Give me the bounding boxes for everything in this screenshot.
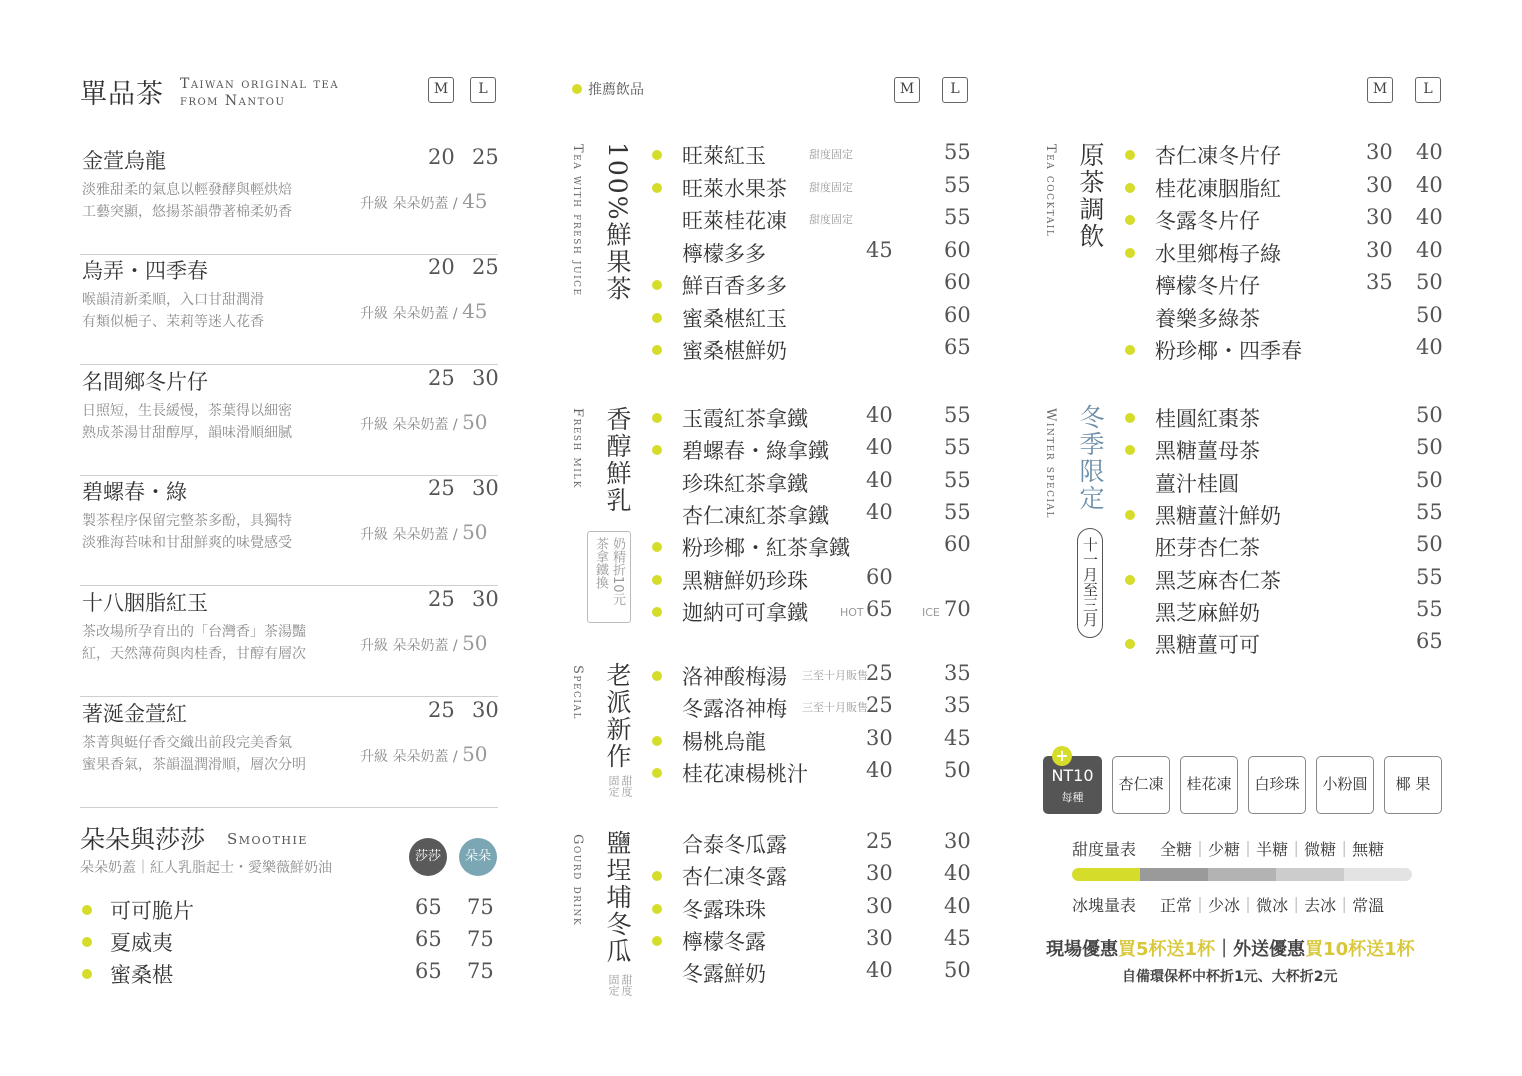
section-title-milk: 香醇鮮乳 [603, 406, 632, 514]
price-l: 60 [944, 302, 971, 327]
price-l: 50 [944, 958, 971, 983]
price-m: 40 [866, 499, 893, 524]
sweetness-level[interactable]: 無糖 [1352, 840, 1385, 859]
section-title-gourd: 鹽埕埔冬瓜 [603, 830, 632, 965]
recommend-dot [652, 671, 662, 681]
recommend-dot [652, 575, 662, 585]
menu-item[interactable] [652, 829, 972, 861]
menu-item[interactable] [80, 927, 498, 959]
badge-duoduo: 朵朵 [459, 838, 497, 876]
price-m: 30 [866, 725, 893, 750]
price-l: 50 [1416, 403, 1443, 427]
price-l: 60 [944, 532, 971, 557]
ice-level[interactable]: 常溫 [1352, 896, 1385, 915]
price-l: 65 [944, 335, 971, 359]
menu-item[interactable] [652, 958, 972, 990]
price-l: 45 [944, 925, 971, 950]
price-l: 50 [944, 757, 971, 782]
menu-item[interactable] [652, 926, 972, 958]
smoothie-subtitle: Smoothie [227, 830, 308, 848]
item-name: 粉珍椰・四季春 [1155, 339, 1302, 363]
price-m: 65 [866, 596, 893, 621]
price-m: 25 [428, 476, 455, 500]
price-m: 25 [866, 829, 893, 853]
upgrade-price: 升級 朵朵奶蓋 / 45 [360, 189, 488, 213]
price-l: 40 [944, 861, 971, 886]
price-m: 30 [866, 893, 893, 918]
menu-item[interactable] [1125, 173, 1445, 205]
menu-item[interactable] [652, 173, 972, 205]
promo-line [1046, 935, 1415, 961]
price-m: 30 [1366, 237, 1393, 262]
recommend-dot [1125, 445, 1135, 455]
menu-item[interactable] [1125, 403, 1445, 435]
tea-item[interactable] [80, 366, 498, 476]
recommend-dot [1125, 575, 1135, 585]
topping-price-badge [1043, 756, 1102, 814]
winter-period-tag [1077, 528, 1103, 638]
recommend-dot [652, 280, 662, 290]
menu-item[interactable] [652, 597, 972, 629]
menu-item[interactable] [652, 565, 972, 597]
price-l: 30 [472, 476, 499, 500]
price-l: 75 [467, 927, 494, 951]
item-name: 黑糖鮮奶珍珠 [682, 568, 808, 593]
price-l: 55 [944, 403, 971, 427]
tea-description: 茶菁與蜓仔香交織出前段完美香氣 蜜果香氣，茶韻溫潤滑順，層次分明 [82, 735, 306, 773]
menu-item[interactable] [652, 238, 972, 270]
topping-osmanthus-jelly[interactable]: 桂花凍 [1180, 756, 1238, 814]
recommend-dot [1125, 215, 1135, 225]
price-m: 65 [415, 895, 442, 919]
recommend-dot [1125, 248, 1135, 258]
promo-onsite-label: 現場優惠 [1046, 939, 1118, 960]
menu-item[interactable] [80, 959, 498, 991]
price-l: 25 [472, 145, 499, 169]
item-name: 夏威夷 [110, 931, 173, 955]
tea-name: 碧螺春・綠 [82, 480, 187, 504]
ice-level[interactable]: 去冰 [1304, 896, 1337, 915]
tea-description: 製茶程序保留完整茶多酚，具獨特 淡雅海苔味和甘甜鮮爽的味覺感受 [82, 513, 292, 551]
tea-item[interactable] [80, 698, 498, 808]
subtitle-line-2: from Nantou [180, 93, 286, 109]
sweetness-level[interactable]: 全糖 [1160, 840, 1193, 859]
price-m: 30 [1366, 172, 1393, 197]
price-m: 25 [428, 366, 455, 390]
price-l: 35 [944, 661, 971, 685]
scale-segment [1072, 868, 1140, 881]
sweetness-level[interactable]: 少糖 [1208, 840, 1241, 859]
milk-discount-tag [587, 531, 631, 623]
price-l: 40 [1416, 335, 1443, 359]
price-m: 25 [866, 693, 893, 718]
hot-label: HOT [840, 605, 864, 619]
menu-item[interactable] [652, 861, 972, 893]
scale-segment [1276, 868, 1344, 881]
level-scale-bar [1072, 868, 1412, 881]
item-name: 桂花凍胭脂紅 [1155, 176, 1281, 201]
recommend-dot [652, 871, 662, 881]
size-m-badge: M [428, 77, 454, 103]
item-name: 玉霞紅茶拿鐵 [682, 407, 808, 431]
price-l: 55 [944, 499, 971, 524]
item-name: 碧螺春・綠拿鐵 [682, 439, 829, 464]
recommend-dot [652, 313, 662, 323]
price-l: 55 [944, 172, 971, 197]
price-l: 30 [472, 366, 499, 390]
menu-item[interactable] [1125, 565, 1445, 597]
menu-item[interactable] [652, 758, 972, 790]
ice-level[interactable]: 少冰 [1208, 896, 1241, 915]
price-l: 40 [1416, 172, 1443, 197]
item-name: 楊桃烏龍 [682, 729, 766, 754]
price-l: 55 [1416, 499, 1443, 524]
price-l: 50 [1416, 467, 1443, 492]
section-title-special: 老派新作 [603, 662, 632, 770]
section-en-cocktail: Tea cocktail [1043, 144, 1058, 238]
sweetness-level[interactable]: 半糖 [1256, 840, 1289, 859]
price-l: 65 [1416, 629, 1443, 654]
recommend-dot [652, 768, 662, 778]
item-name: 檸檬多多 [682, 241, 766, 266]
menu-item[interactable] [652, 468, 972, 500]
smoothie-title: 朵朵與莎莎 [80, 825, 206, 854]
recommend-dot-legend [572, 84, 582, 94]
promo-delivery-offer: 買10杯送1杯 [1305, 939, 1415, 960]
menu-item[interactable] [1125, 435, 1445, 467]
topping-almond-jelly[interactable]: 杏仁凍 [1112, 756, 1170, 814]
item-name: 冬露珠珠 [682, 897, 766, 922]
item-name: 珍珠紅茶拿鐵 [682, 471, 808, 496]
price-l: 40 [1416, 205, 1443, 229]
item-name: 洛神酸梅湯 [682, 665, 787, 689]
section-en-milk: Fresh milk [570, 408, 585, 489]
section-en-winter: Winter special [1043, 408, 1058, 519]
price-m: 40 [866, 435, 893, 460]
milk-tag-line-2: 茶拿鐵換 [593, 537, 608, 589]
item-name: 胚芽杏仁茶 [1155, 536, 1260, 561]
ice-level[interactable]: 正常 [1160, 896, 1193, 915]
recommend-dot [652, 904, 662, 914]
section-en-juice: Tea with fresh juice [570, 144, 585, 297]
recommend-dot [652, 936, 662, 946]
menu-item[interactable] [652, 205, 972, 237]
item-name: 蜜桑椹鮮奶 [682, 339, 787, 363]
item-name: 可可脆片 [110, 899, 194, 923]
price-l: 55 [944, 140, 971, 164]
tea-item[interactable] [80, 255, 498, 365]
menu-item[interactable] [1125, 468, 1445, 500]
menu-item[interactable] [1125, 238, 1445, 270]
recommend-dot [82, 937, 92, 947]
item-note: 甜度固定 [809, 148, 853, 161]
topping-white-pearl[interactable]: 白珍珠 [1248, 756, 1306, 814]
recommend-dot [652, 445, 662, 455]
section-title-single-origin-tea: 單品茶 [80, 79, 164, 110]
price-m: 65 [415, 927, 442, 951]
recommend-dot [1125, 150, 1135, 160]
price-m: 20 [428, 145, 455, 169]
sweetness-fixed-note: 甜度固定 [607, 974, 633, 996]
ice-label: ICE [922, 605, 940, 619]
item-name: 冬露洛神梅 [682, 697, 787, 722]
item-note: 三至十月販售 [802, 669, 868, 682]
recommend-dot [82, 969, 92, 979]
scale-segment [1140, 868, 1208, 881]
price-m: 40 [866, 958, 893, 983]
subtitle-line-1: Taiwan original tea [180, 76, 340, 92]
item-name: 檸檬冬片仔 [1155, 274, 1260, 298]
tea-name: 十八胭脂紅玉 [82, 591, 208, 615]
price-m: 40 [866, 467, 893, 492]
item-name: 蜜桑椹紅玉 [682, 306, 787, 331]
item-name: 冬露鮮奶 [682, 962, 766, 987]
upgrade-price: 升級 朵朵奶蓋 / 50 [360, 631, 488, 655]
price-l: 30 [944, 829, 971, 853]
price-l: 45 [944, 725, 971, 750]
price-m: 30 [866, 925, 893, 950]
item-name: 養樂多綠茶 [1155, 306, 1260, 331]
item-name: 粉珍椰・紅茶拿鐵 [682, 536, 850, 561]
item-name: 杏仁凍紅茶拿鐵 [682, 503, 829, 528]
menu-item[interactable] [1125, 303, 1445, 335]
item-name: 鮮百香多多 [682, 274, 787, 298]
price-l: 70 [944, 596, 971, 621]
menu-item[interactable] [652, 435, 972, 467]
tea-item[interactable] [80, 587, 498, 697]
upgrade-price: 升級 朵朵奶蓋 / 50 [360, 410, 488, 434]
size-l-badge: L [470, 77, 496, 103]
price-m: 35 [1366, 270, 1393, 294]
topping-price: NT10 [1051, 766, 1094, 785]
item-name: 蜜桑椹 [110, 963, 173, 987]
price-m: 65 [415, 959, 442, 983]
item-name: 旺萊桂花凍 [682, 209, 787, 233]
price-m: 25 [866, 661, 893, 685]
price-l: 55 [944, 205, 971, 229]
recommend-dot [652, 413, 662, 423]
price-m: 60 [866, 564, 893, 589]
item-note: 甜度固定 [809, 180, 853, 194]
eco-cup-note: 自備環保杯中杯折1元、大杯折2元 [1122, 969, 1338, 985]
price-m: 25 [428, 587, 455, 611]
item-name: 迦納可可拿鐵 [682, 600, 808, 625]
size-m-badge: M [894, 77, 920, 103]
menu-item[interactable] [652, 661, 972, 693]
topping-per: 每種 [1061, 791, 1084, 804]
item-name: 黑糖薑可可 [1155, 633, 1260, 658]
item-note: 三至十月販售 [802, 701, 868, 715]
item-name: 檸檬冬露 [682, 929, 766, 954]
price-m: 45 [866, 237, 893, 262]
size-l-badge: L [942, 77, 968, 103]
tea-name: 金萱烏龍 [82, 149, 166, 173]
topping-coconut-jelly[interactable]: 椰 果 [1384, 756, 1442, 814]
price-m: 40 [866, 757, 893, 782]
price-m: 30 [1366, 205, 1393, 229]
menu-item[interactable] [652, 693, 972, 725]
recommend-dot [652, 150, 662, 160]
price-l: 60 [944, 270, 971, 294]
price-l: 30 [472, 698, 499, 722]
menu-item[interactable] [652, 335, 972, 367]
ice-levels: 正常｜少冰｜微冰｜去冰｜常溫 [1160, 896, 1385, 915]
sweetness-fixed-note: 甜度固定 [607, 775, 633, 797]
menu-item[interactable] [652, 726, 972, 758]
menu-item[interactable] [652, 140, 972, 172]
menu-item[interactable] [652, 500, 972, 532]
item-name: 黑糖薑汁鮮奶 [1155, 503, 1281, 528]
sweetness-levels: 全糖｜少糖｜半糖｜微糖｜無糖 [1160, 840, 1385, 859]
menu-item[interactable] [1125, 500, 1445, 532]
item-name: 旺萊紅玉 [682, 144, 766, 168]
menu-item[interactable] [652, 532, 972, 564]
price-m: 30 [866, 861, 893, 886]
price-l: 40 [1416, 237, 1443, 262]
tea-description: 茶改場所孕育出的「台灣香」茶湯豔 紅，天然薄荷與肉桂香，甘醇有層次 [82, 624, 306, 662]
recommend-dot [652, 736, 662, 746]
price-l: 40 [1416, 140, 1443, 164]
promo-delivery-label: 外送優惠 [1233, 939, 1306, 960]
ice-scale-label: 冰塊量表 [1072, 896, 1137, 915]
upgrade-price: 升級 朵朵奶蓋 / 45 [360, 299, 488, 323]
recommend-dot [82, 905, 92, 915]
badge-sasa: 莎莎 [409, 838, 447, 876]
milk-tag-line-1: 奶精折10元 [610, 537, 625, 606]
menu-item[interactable] [1125, 629, 1445, 661]
sweetness-level[interactable]: 微糖 [1304, 840, 1337, 859]
recommend-dot [652, 345, 662, 355]
menu-item[interactable] [652, 894, 972, 926]
menu-item[interactable] [652, 303, 972, 335]
promo-onsite-offer: 買5杯送1杯 [1118, 939, 1216, 960]
price-l: 50 [1416, 302, 1443, 327]
recommend-dot [1125, 639, 1135, 649]
tea-description: 淡雅甜柔的氣息以輕發酵與輕烘焙 工藝突顯，悠揚茶韻帶著棉柔奶香 [82, 182, 292, 220]
recommend-legend-label: 推薦飲品 [588, 82, 644, 98]
recommend-dot [1125, 510, 1135, 520]
menu-item[interactable] [80, 895, 498, 927]
tea-item[interactable] [80, 476, 498, 586]
upgrade-price: 升級 朵朵奶蓋 / 50 [360, 742, 488, 766]
item-note: 甜度固定 [809, 213, 853, 226]
section-title-juice: 100%鮮果茶 [603, 142, 632, 303]
item-name: 薑汁桂圓 [1155, 471, 1239, 496]
scale-segment [1208, 868, 1276, 881]
price-l: 75 [467, 959, 494, 983]
item-name: 黑芝麻鮮奶 [1155, 600, 1260, 625]
price-l: 75 [467, 895, 494, 919]
price-l: 55 [944, 467, 971, 492]
section-title-winter: 冬季限定 [1076, 404, 1105, 512]
price-l: 35 [944, 693, 971, 718]
item-name: 冬露冬片仔 [1155, 209, 1260, 233]
item-name: 合泰冬瓜露 [682, 833, 787, 857]
menu-item[interactable] [1125, 335, 1445, 367]
tea-item[interactable] [80, 145, 498, 255]
tea-description: 喉韻清新柔順，入口甘甜潤滑 有類似梔子、茉莉等迷人花香 [82, 292, 264, 330]
menu-item[interactable] [652, 270, 972, 302]
promo-separator: ｜ [1215, 939, 1234, 960]
menu-item[interactable] [1125, 205, 1445, 237]
price-l: 55 [1416, 596, 1443, 621]
section-title-cocktail: 原茶調飲 [1076, 142, 1105, 250]
size-m-badge: M [1367, 77, 1393, 103]
recommend-dot [1125, 345, 1135, 355]
tea-name: 名間鄉冬片仔 [82, 370, 208, 394]
price-l: 50 [1416, 532, 1443, 557]
smoothie-description: 朵朵奶蓋｜紅人乳脂起士・愛樂薇鮮奶油 [80, 860, 332, 876]
price-l: 55 [944, 435, 971, 460]
topping-small-tapioca[interactable]: 小粉圓 [1316, 756, 1374, 814]
tea-description: 日照短，生長緩慢，茶葉得以細密 熟成茶湯甘甜醇厚，韻味滑順細膩 [82, 403, 292, 441]
plus-icon: + [1052, 746, 1072, 766]
menu-item[interactable] [1125, 597, 1445, 629]
ice-level[interactable]: 微冰 [1256, 896, 1289, 915]
price-l: 25 [472, 255, 499, 279]
item-name: 黑芝麻杏仁茶 [1155, 568, 1281, 593]
recommend-dot [652, 607, 662, 617]
price-l: 50 [1416, 435, 1443, 460]
scale-segment [1344, 868, 1412, 881]
recommend-dot [1125, 413, 1135, 423]
item-name: 杏仁凍冬片仔 [1155, 144, 1281, 168]
winter-period: 十一月至三月 [1081, 537, 1099, 627]
menu-item[interactable] [1125, 532, 1445, 564]
item-name: 杏仁凍冬露 [682, 865, 787, 890]
recommend-dot [1125, 183, 1135, 193]
item-name: 水里鄉梅子綠 [1155, 241, 1281, 266]
price-l: 55 [1416, 564, 1443, 589]
section-en-special: Special [570, 665, 585, 720]
price-l: 60 [944, 237, 971, 262]
recommend-dot [652, 183, 662, 193]
item-name: 桂圓紅棗茶 [1155, 407, 1260, 431]
price-m: 25 [428, 698, 455, 722]
price-l: 30 [472, 587, 499, 611]
price-l: 50 [1416, 270, 1443, 294]
item-name: 黑糖薑母茶 [1155, 439, 1260, 464]
section-subtitle-single-origin-tea [180, 76, 380, 110]
item-name: 桂花凍楊桃汁 [682, 761, 808, 786]
menu-item[interactable] [1125, 270, 1445, 302]
item-name: 旺萊水果茶 [682, 176, 787, 201]
size-l-badge: L [1415, 77, 1441, 103]
price-m: 30 [1366, 140, 1393, 164]
price-m: 20 [428, 255, 455, 279]
recommend-dot [652, 542, 662, 552]
menu-item[interactable] [1125, 140, 1445, 172]
tea-name: 烏弄・四季春 [82, 259, 208, 283]
tea-name: 著涎金萱紅 [82, 702, 187, 726]
price-m: 40 [866, 403, 893, 427]
upgrade-price: 升級 朵朵奶蓋 / 50 [360, 520, 488, 544]
price-l: 40 [944, 893, 971, 918]
section-en-gourd: Gourd drink [570, 834, 585, 927]
sweetness-scale-label: 甜度量表 [1072, 840, 1137, 859]
menu-item[interactable] [652, 403, 972, 435]
